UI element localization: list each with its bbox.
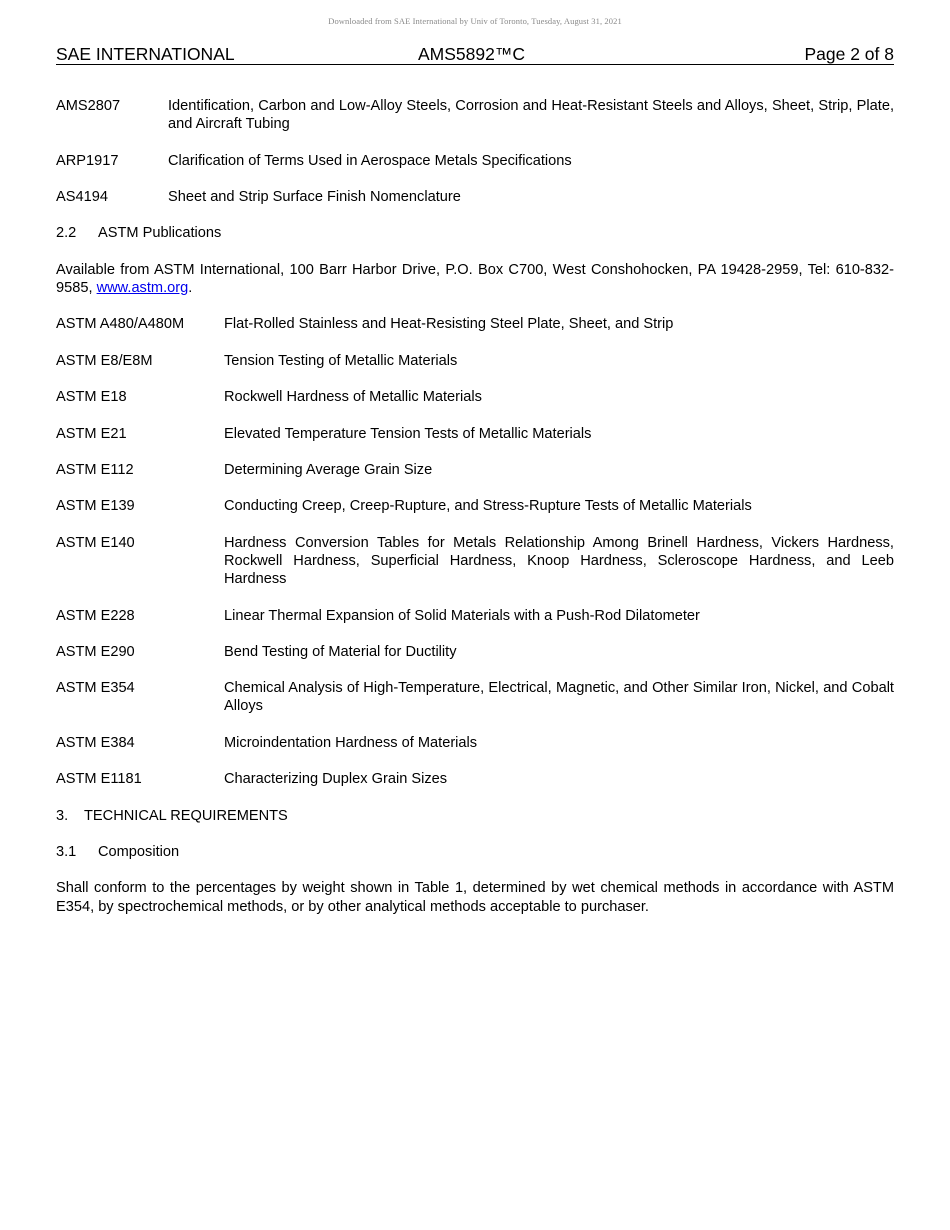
reference-title: Clarification of Terms Used in Aerospace Metals Specifications (168, 152, 572, 169)
section-title: Composition (98, 844, 180, 861)
reference-row (56, 679, 894, 715)
reference-title: Chemical Analysis of High-Temperature, Electrical, Magnetic, and Other Similar Iron, Nickel, and Cobalt Alloys (224, 680, 894, 715)
header-organization: SAE INTERNATIONAL (56, 44, 235, 64)
composition-paragraph: Shall conform to the percentages by weight shown in Table 1, determined by wet chemical methods in accordance with ASTM E354, by spectrochemical methods, or by other analytical methods acceptable to purchaser. (56, 880, 894, 915)
reference-title: Tension Testing of Metallic Materials (224, 352, 458, 369)
reference-row (56, 770, 894, 788)
download-watermark: Downloaded from SAE International by Univ of Toronto, Tuesday, August 31, 2021 (328, 16, 622, 26)
reference-row (56, 643, 894, 661)
reference-title: Linear Thermal Expansion of Solid Materials with a Push-Rod Dilatometer (224, 607, 700, 624)
reference-row (56, 461, 894, 479)
section-number: 3.1 (56, 844, 77, 861)
section-title: ASTM Publications (98, 225, 222, 242)
reference-row (56, 352, 894, 370)
reference-code: ASTM E290 (56, 643, 135, 660)
reference-row (56, 188, 894, 206)
reference-code: ASTM E112 (56, 461, 134, 478)
reference-code: ASTM E384 (56, 734, 135, 751)
astm-availability-paragraph (56, 261, 894, 297)
reference-code: ASTM A480/A480M (56, 316, 185, 333)
document-body (56, 97, 894, 934)
reference-row (56, 97, 894, 133)
reference-title: Identification, Carbon and Low-Alloy Steels, Corrosion and Heat-Resistant Steels and Alloys, Sheet, Strip, Plate, and Aircraft Tubing (168, 98, 894, 133)
reference-code: ARP1917 (56, 152, 119, 169)
reference-code: ASTM E21 (56, 425, 127, 442)
reference-row (56, 425, 894, 443)
reference-title: Bend Testing of Material for Ductility (224, 643, 457, 660)
reference-code: ASTM E8/E8M (56, 352, 153, 369)
reference-row (56, 734, 894, 752)
reference-title: Sheet and Strip Surface Finish Nomenclature (168, 188, 461, 205)
reference-code: ASTM E1181 (56, 771, 142, 788)
reference-title: Conducting Creep, Creep-Rupture, and Stress-Rupture Tests of Metallic Materials (224, 498, 752, 515)
reference-row (56, 497, 894, 515)
header-page-number: Page 2 of 8 (804, 44, 894, 64)
reference-row (56, 315, 894, 333)
astm-website-link[interactable]: www.astm.org (96, 279, 189, 296)
reference-title: Hardness Conversion Tables for Metals Relationship Among Brinell Hardness, Vickers Hardness, Rockwell Hardness, Superficial Hardness, Knoop Hardness, Scleroscope Hardness, and Leeb Hardness (224, 534, 894, 588)
reference-title: Microindentation Hardness of Materials (224, 734, 478, 751)
availability-text: Available from ASTM International, 100 Barr Harbor Drive, P.O. Box C700, West Conshohocken, PA 19428-2959, Tel: 610-832-9585, (56, 261, 894, 296)
reference-code: ASTM E18 (56, 389, 127, 406)
reference-code: ASTM E354 (56, 680, 135, 697)
reference-title: Rockwell Hardness of Metallic Materials (224, 389, 482, 406)
reference-title: Determining Average Grain Size (224, 461, 433, 478)
header-document-number: AMS5892™C (418, 44, 525, 64)
reference-code: AMS2807 (56, 98, 121, 114)
section-title: TECHNICAL REQUIREMENTS (84, 807, 288, 824)
reference-row (56, 388, 894, 406)
reference-code: ASTM E139 (56, 498, 135, 515)
reference-title: Elevated Temperature Tension Tests of Metallic Materials (224, 425, 592, 442)
reference-row (56, 607, 894, 625)
reference-code: ASTM E140 (56, 534, 135, 551)
reference-code: AS4194 (56, 188, 108, 205)
section-3-1-heading (56, 843, 894, 861)
reference-title: Flat-Rolled Stainless and Heat-Resisting Steel Plate, Sheet, and Strip (224, 316, 674, 333)
sae-reference-list (56, 97, 894, 206)
page-header (56, 44, 894, 65)
availability-trailing: . (188, 279, 193, 296)
reference-row (56, 152, 894, 170)
section-3-heading (56, 807, 894, 825)
reference-row (56, 534, 894, 589)
section-2-2-heading (56, 224, 894, 242)
reference-title: Characterizing Duplex Grain Sizes (224, 771, 448, 788)
astm-reference-list (56, 315, 894, 788)
reference-code: ASTM E228 (56, 607, 135, 624)
section-number: 3. (56, 807, 69, 824)
section-number: 2.2 (56, 225, 77, 242)
